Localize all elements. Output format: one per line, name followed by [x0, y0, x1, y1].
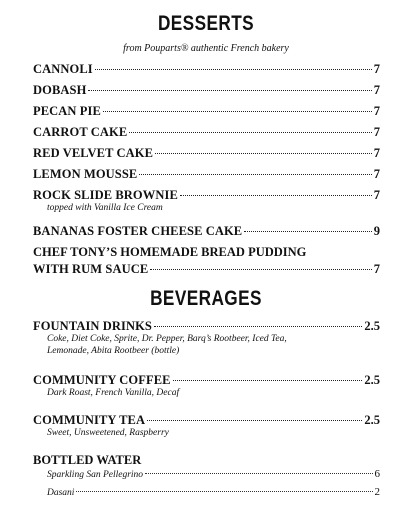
item-price: 2.5 — [364, 319, 380, 333]
item-name: DOBASH — [33, 83, 87, 97]
item-name: CARROT CAKE — [33, 125, 128, 139]
option-price: 2 — [374, 486, 380, 498]
item-name: LEMON MOUSSE — [33, 167, 138, 181]
dot-leader — [180, 195, 372, 196]
item-description: Sweet, Unsweetened, Raspberry — [47, 428, 169, 438]
option-name: Dasani — [47, 488, 75, 498]
item-description-line2: Lemonade, Abita Rootbeer (bottle) — [47, 345, 180, 356]
menu-item-pecan-pie — [33, 104, 380, 119]
item-name: ROCK SLIDE BROWNIE — [33, 188, 178, 202]
item-price: 2.5 — [364, 413, 380, 427]
option-price: 6 — [374, 468, 380, 480]
menu-item-fountain-drinks — [33, 319, 380, 357]
dot-leader — [173, 380, 363, 381]
menu-item-bottled-water — [33, 453, 380, 500]
option-row — [33, 468, 380, 482]
item-price: 7 — [373, 167, 380, 181]
item-price: 7 — [373, 83, 380, 97]
dot-leader — [139, 174, 371, 175]
item-price: 7 — [373, 188, 380, 202]
menu-item-rock-slide-brownie — [33, 188, 380, 215]
menu-item-bananas-foster-cheese-cake — [33, 224, 380, 239]
menu-item-cannoli — [33, 62, 380, 77]
item-name: CANNOLI — [33, 62, 93, 76]
menu-item-community-coffee — [33, 373, 380, 400]
item-description-line1: Coke, Diet Coke, Sprite, Dr. Pepper, Barq’s Rootbeer, Iced Tea, — [47, 334, 287, 344]
dot-leader — [145, 473, 372, 474]
dot-leader — [129, 132, 371, 133]
item-name-line1: CHEF TONY’S HOMEMADE BREAD PUDDING — [33, 245, 307, 259]
item-price: 7 — [373, 262, 380, 276]
dot-leader — [154, 326, 362, 327]
beverages-heading: BEVERAGES — [150, 287, 262, 310]
item-price: 7 — [373, 125, 380, 139]
item-name: COMMUNITY TEA — [33, 413, 146, 427]
item-name: COMMUNITY COFFEE — [33, 373, 171, 387]
desserts-subtitle: from Pouparts® authentic French bakery — [123, 43, 289, 54]
menu-item-carrot-cake — [33, 125, 380, 140]
dot-leader — [155, 153, 372, 154]
menu-item-red-velvet-cake — [33, 146, 380, 161]
item-name: RED VELVET CAKE — [33, 146, 154, 160]
menu-item-lemon-mousse — [33, 167, 380, 182]
dot-leader — [147, 420, 362, 421]
item-name: BANANAS FOSTER CHEESE CAKE — [33, 224, 243, 238]
dot-leader — [244, 231, 372, 232]
item-name: BOTTLED WATER — [33, 453, 142, 467]
item-name: PECAN PIE — [33, 104, 101, 118]
menu-item-community-tea — [33, 413, 380, 440]
item-price: 9 — [373, 224, 380, 238]
dot-leader — [103, 111, 372, 112]
item-name: FOUNTAIN DRINKS — [33, 319, 152, 333]
dot-leader — [76, 491, 372, 492]
menu-item-bread-pudding — [33, 245, 380, 277]
item-description: topped with Vanilla Ice Cream — [47, 203, 163, 213]
menu-item-dobash — [33, 83, 380, 98]
item-price: 7 — [373, 104, 380, 118]
item-description: Dark Roast, French Vanilla, Decaf — [47, 388, 180, 398]
item-price: 7 — [373, 62, 380, 76]
option-row — [33, 486, 380, 500]
item-price: 2.5 — [364, 373, 380, 387]
dot-leader — [95, 69, 372, 70]
dot-leader — [150, 269, 371, 270]
option-name: Sparkling San Pellegrino — [47, 470, 144, 480]
item-price: 7 — [373, 146, 380, 160]
dot-leader — [88, 90, 371, 91]
item-name: WITH RUM SAUCE — [33, 262, 149, 276]
desserts-heading: DESSERTS — [157, 12, 255, 35]
